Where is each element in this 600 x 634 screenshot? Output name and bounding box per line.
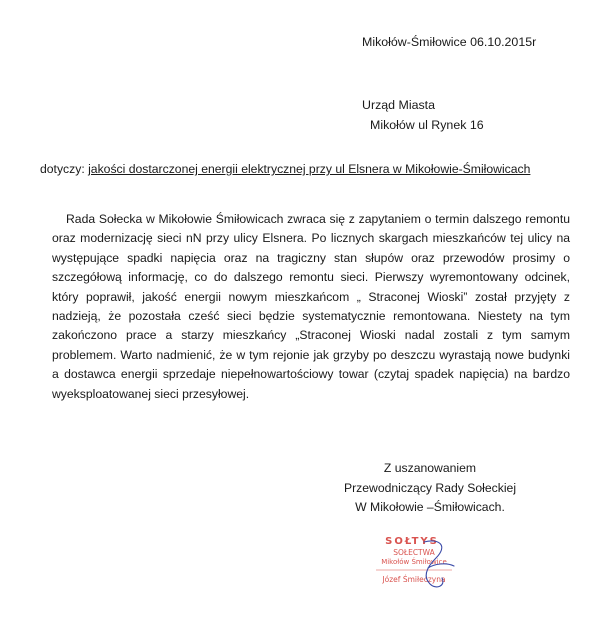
letter-body: Rada Sołecka w Mikołowie Śmiłowicach zwraca się z zapytaniem o termin dalszego remontu oraz modernizację sieci nN przy ulicy Elsnera. Po licznych skargach mieszkańców tej ulicy na występujące spadki napięcia oraz na tragiczny stan słupów oraz przewodów prosimy o szczegółową informację, co do dalszego remontu sieci. Pierwszy wyremontowany odcinek, który poprawił, jakość energii nowym mieszkańcom „ Straconej Wioski” został przyjęty z nadzieją, że pozostała cześć sieci będzie systematycznie remontowana. Niestety na tym zakończono prace a starzy mieszkańcy „Straconej Wioski nadal zostali z tym samym problemem. Warto nadmienić, że w tym rejonie jak grzyby po deszczu wyrastają nowe budynki a dostawca energii sprzedaje niepełnowartościowy towar (czytaj spadek napięcia) na bardzo wyeksploatowanej sieci przesyłowej. [52, 212, 570, 401]
subject-text: jakości dostarczonej energii elektrycznej przy ul Elsnera w Mikołowie-Śmiłowicach [88, 162, 531, 176]
official-stamp [350, 528, 500, 610]
recipient-address [362, 95, 484, 135]
recipient-line-1: Urząd Miasta [362, 98, 435, 112]
closing-line-2: Przewodniczący Rady Sołeckiej [343, 480, 517, 495]
stamp-line-1: SOŁECTWA [393, 548, 435, 557]
place-date: Mikołów-Śmiłowice 06.10.2015r [362, 35, 537, 49]
subject-line [40, 162, 530, 176]
closing-line-1: Z uszanowaniem [383, 461, 477, 475]
stamp-name: Józef Śmiłeczyna [382, 575, 446, 584]
closing-block [300, 459, 560, 518]
stamp-graphic [350, 528, 500, 610]
stamp-line-2: Mikołów Śmiłowice [381, 558, 447, 566]
closing-line-3: W Mikołowie –Śmiłowicach. [355, 500, 505, 515]
stamp-title: SOŁTYS [385, 536, 439, 547]
recipient-line-2: Mikołów ul Rynek 16 [370, 118, 484, 132]
subject-label: dotyczy: [40, 162, 89, 176]
